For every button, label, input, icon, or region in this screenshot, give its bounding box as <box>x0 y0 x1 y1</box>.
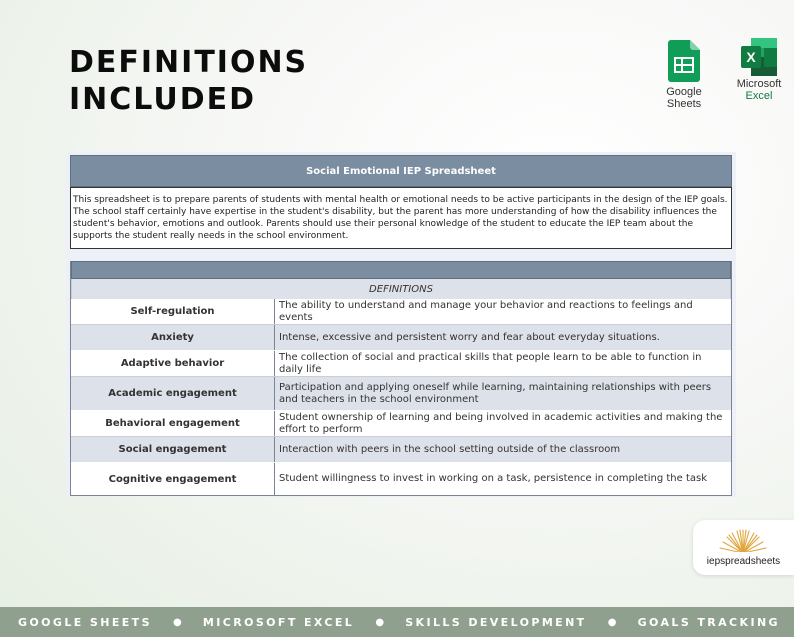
table-row <box>71 299 731 325</box>
table-row <box>71 377 731 411</box>
definitions-header: DEFINITIONS <box>71 279 731 299</box>
table-row <box>71 351 731 377</box>
definition-desc: Student willingness to invest in working on a task, persistence in completing the task <box>279 473 707 484</box>
footer-item-skills-development: SKILLS DEVELOPMENT <box>405 615 587 629</box>
logo-text: iepspreadsheets <box>706 556 781 567</box>
table-row <box>71 411 731 437</box>
footer-separator: ● <box>375 616 385 628</box>
sunburst-icon <box>713 528 773 554</box>
footer-item-goals-tracking: GOALS TRACKING <box>637 615 780 629</box>
definition-term: Adaptive behavior <box>71 351 275 376</box>
table-row <box>71 463 731 496</box>
headline-line-1: DEFINITIONS <box>69 45 309 80</box>
definition-desc: The collection of social and practical skills that people learn to be able to function in daily life <box>279 351 702 375</box>
definition-term: Cognitive engagement <box>71 463 275 495</box>
definition-desc: Intense, excessive and persistent worry and fear about everyday situations. <box>279 331 660 343</box>
headline <box>69 44 308 118</box>
definition-desc: Participation and applying oneself while learning, maintaining relationships with peers and teachers in the school environment <box>279 381 712 405</box>
definition-desc: The ability to understand and manage your behavior and reactions to feelings and events <box>279 299 693 323</box>
definition-term: Self-regulation <box>71 299 275 324</box>
headline-line-2: INCLUDED <box>69 82 256 117</box>
footer-separator: ● <box>607 616 617 628</box>
definition-desc: Interaction with peers in the school setting outside of the classroom <box>279 443 621 455</box>
sheet-intro: This spreadsheet is to prepare parents of students with mental health or emotional needs to be active participants in the design of the IEP goals. The school staff certainly have expertise in the student's disability, but the parent has more understanding of how the disability influences the student's behavior, emotions and outlook. Parents should use their personal knowledge of the student to educate the IEP team about the supports the student really needs in the school environment. <box>70 187 732 249</box>
footer-item-microsoft-excel: MICROSOFT EXCEL <box>202 615 355 629</box>
excel-brand <box>732 38 786 102</box>
definition-term: Behavioral engagement <box>71 411 275 436</box>
sheet-title: Social Emotional IEP Spreadsheet <box>70 155 732 187</box>
table-row <box>71 325 731 351</box>
google-sheets-label: Google Sheets <box>666 86 702 110</box>
definitions-table <box>70 261 732 496</box>
definition-desc: Student ownership of learning and being involved in academic activities and making the effort to perform <box>279 411 723 435</box>
table-header-band <box>71 261 731 279</box>
google-sheets-brand <box>648 40 720 110</box>
table-row <box>71 437 731 463</box>
google-sheets-icon <box>668 40 700 82</box>
excel-sub-label: Excel <box>745 90 773 102</box>
definition-term: Social engagement <box>71 437 275 462</box>
footer-separator: ● <box>173 616 182 628</box>
excel-label: Microsoft <box>736 78 782 90</box>
iepspreadsheets-logo <box>693 520 794 575</box>
svg-text:X: X <box>746 49 756 65</box>
footer-bar <box>0 607 794 637</box>
excel-icon <box>739 38 779 76</box>
definition-term: Academic engagement <box>71 377 275 410</box>
definition-term: Anxiety <box>71 325 275 350</box>
footer-item-google-sheets: GOOGLE SHEETS <box>18 615 152 629</box>
